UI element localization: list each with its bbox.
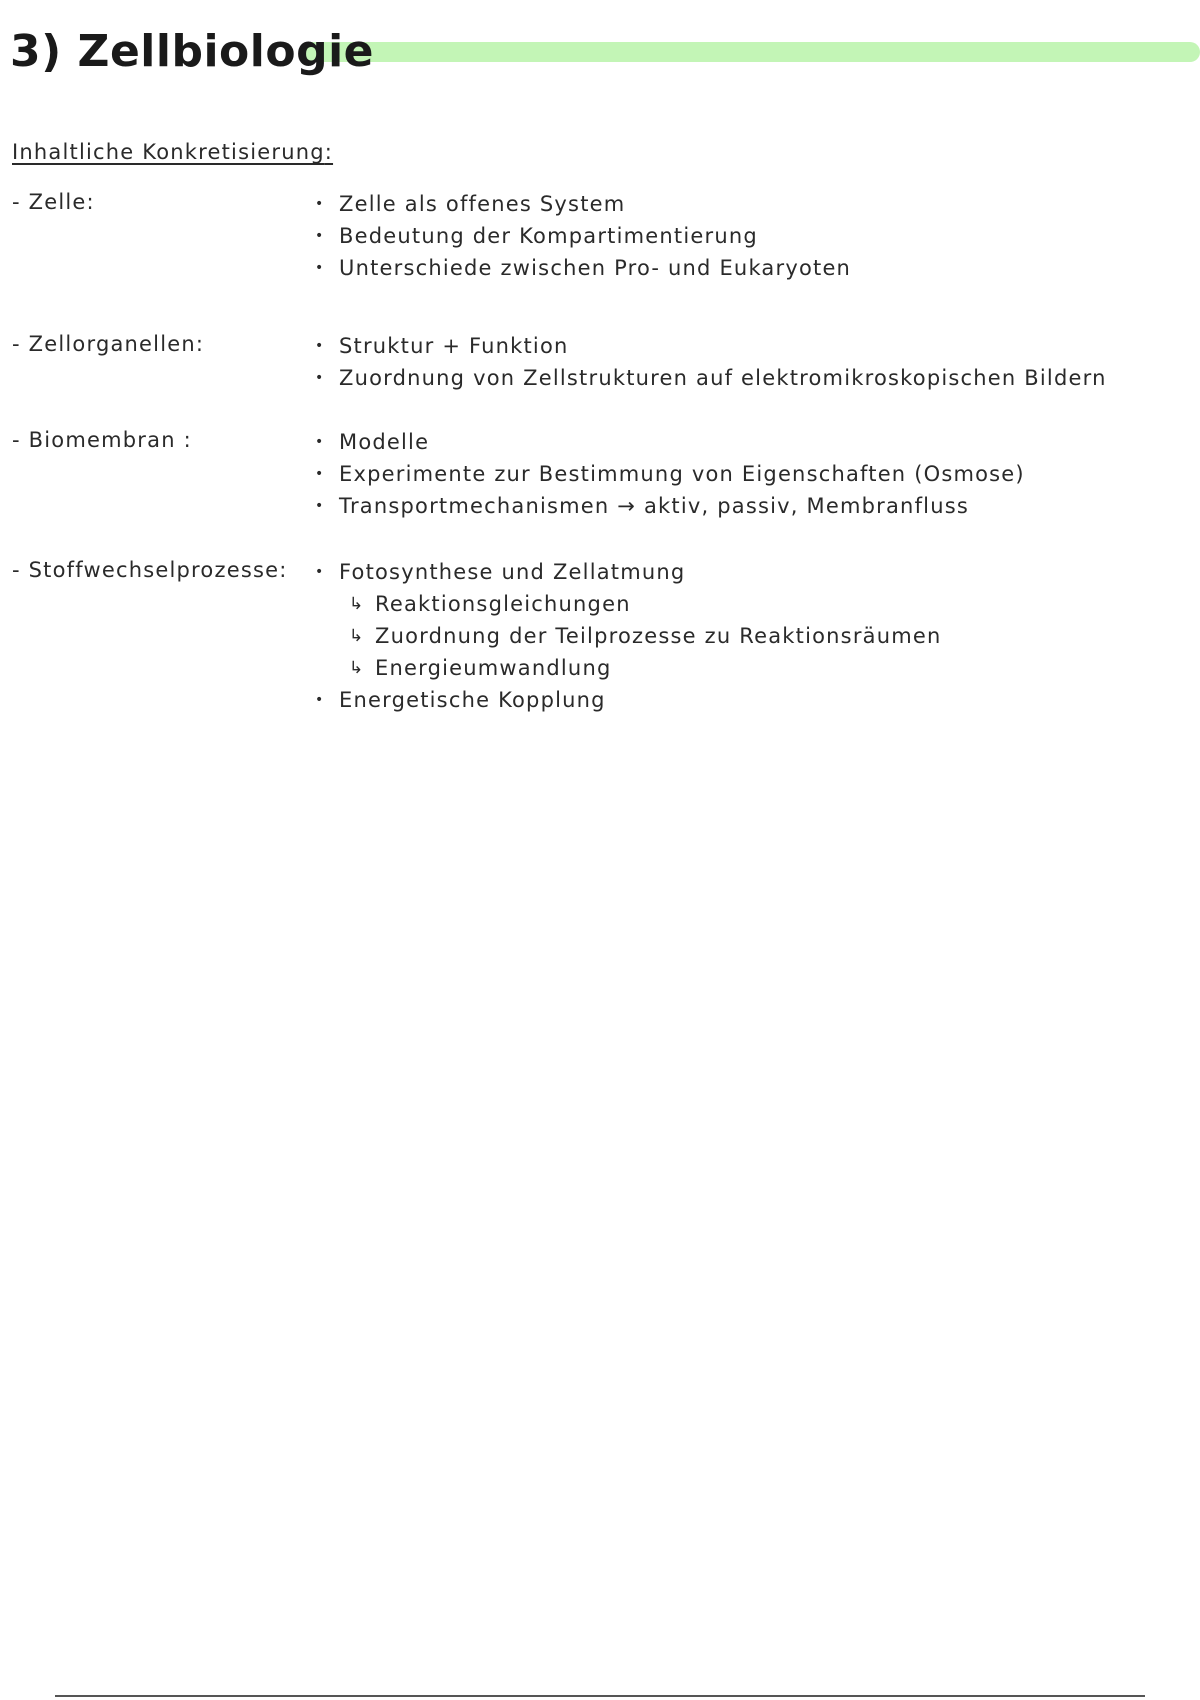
list-item: • Unterschiede zwischen Pro- und Eukaryoten (315, 256, 852, 280)
list-item-text: Modelle (339, 430, 430, 454)
list-item-text: Experimente zur Bestimmung von Eigenschaften (Osmose) (339, 462, 1025, 486)
item-list (315, 556, 942, 716)
arrow-return-icon: ↳ (349, 594, 365, 614)
arrow-return-icon: ↳ (349, 658, 365, 678)
title-area (0, 28, 1200, 76)
sub-item-text: Reaktionsgleichungen (375, 592, 631, 616)
list-item-text: Energetische Kopplung (339, 688, 606, 712)
subheading-text: Inhaltliche Konkretisierung (12, 140, 325, 164)
page-title: 3) Zellbiologie (10, 26, 374, 77)
list-item: • Transportmechanismen → aktiv, passiv, Membranfluss (315, 494, 969, 518)
list-item: • Struktur + Funktion (315, 334, 569, 358)
arrow-return-icon: ↳ (349, 626, 365, 646)
item-list (315, 188, 851, 284)
list-item: • Energetische Kopplung (315, 688, 606, 712)
sub-list-item (315, 588, 942, 620)
title-highlight-stripe (300, 42, 1200, 62)
list-item-text: Zuordnung von Zellstrukturen auf elektromikroskopischen Bildern (339, 366, 1107, 390)
list-item: • Experimente zur Bestimmung von Eigenschaften (Osmose) (315, 462, 1025, 486)
footer-divider (55, 1695, 1145, 1697)
section-label: - Zelle: (12, 190, 95, 214)
section-label: - Zellorganellen: (12, 332, 205, 356)
item-list (315, 330, 1107, 394)
list-item: • Modelle (315, 430, 430, 454)
section-label: - Stoffwechselprozesse: (12, 558, 288, 582)
section-label: - Biomembran : (12, 428, 192, 452)
list-item-text: Bedeutung der Kompartimentierung (339, 224, 758, 248)
list-item-text: Zelle als offenes System (339, 192, 626, 216)
list-item: • Fotosynthese und Zellatmung (315, 560, 686, 584)
list-item-text: Fotosynthese und Zellatmung (339, 560, 686, 584)
sub-list-item (315, 652, 942, 684)
subheading: Inhaltliche Konkretisierung: (12, 140, 334, 164)
list-item: • Zuordnung von Zellstrukturen auf elektromikroskopischen Bildern (315, 366, 1107, 390)
list-item-text: Unterschiede zwischen Pro- und Eukaryoten (339, 256, 852, 280)
list-item: • Zelle als offenes System (315, 192, 626, 216)
sub-item-text: Energieumwandlung (375, 656, 612, 680)
sub-list-item (315, 620, 942, 652)
sub-item-text: Zuordnung der Teilprozesse zu Reaktionsräumen (375, 624, 942, 648)
item-list (315, 426, 1025, 522)
list-item-text: Struktur + Funktion (339, 334, 569, 358)
list-item: • Bedeutung der Kompartimentierung (315, 224, 758, 248)
list-item-text: Transportmechanismen → aktiv, passiv, Membranfluss (339, 494, 969, 518)
